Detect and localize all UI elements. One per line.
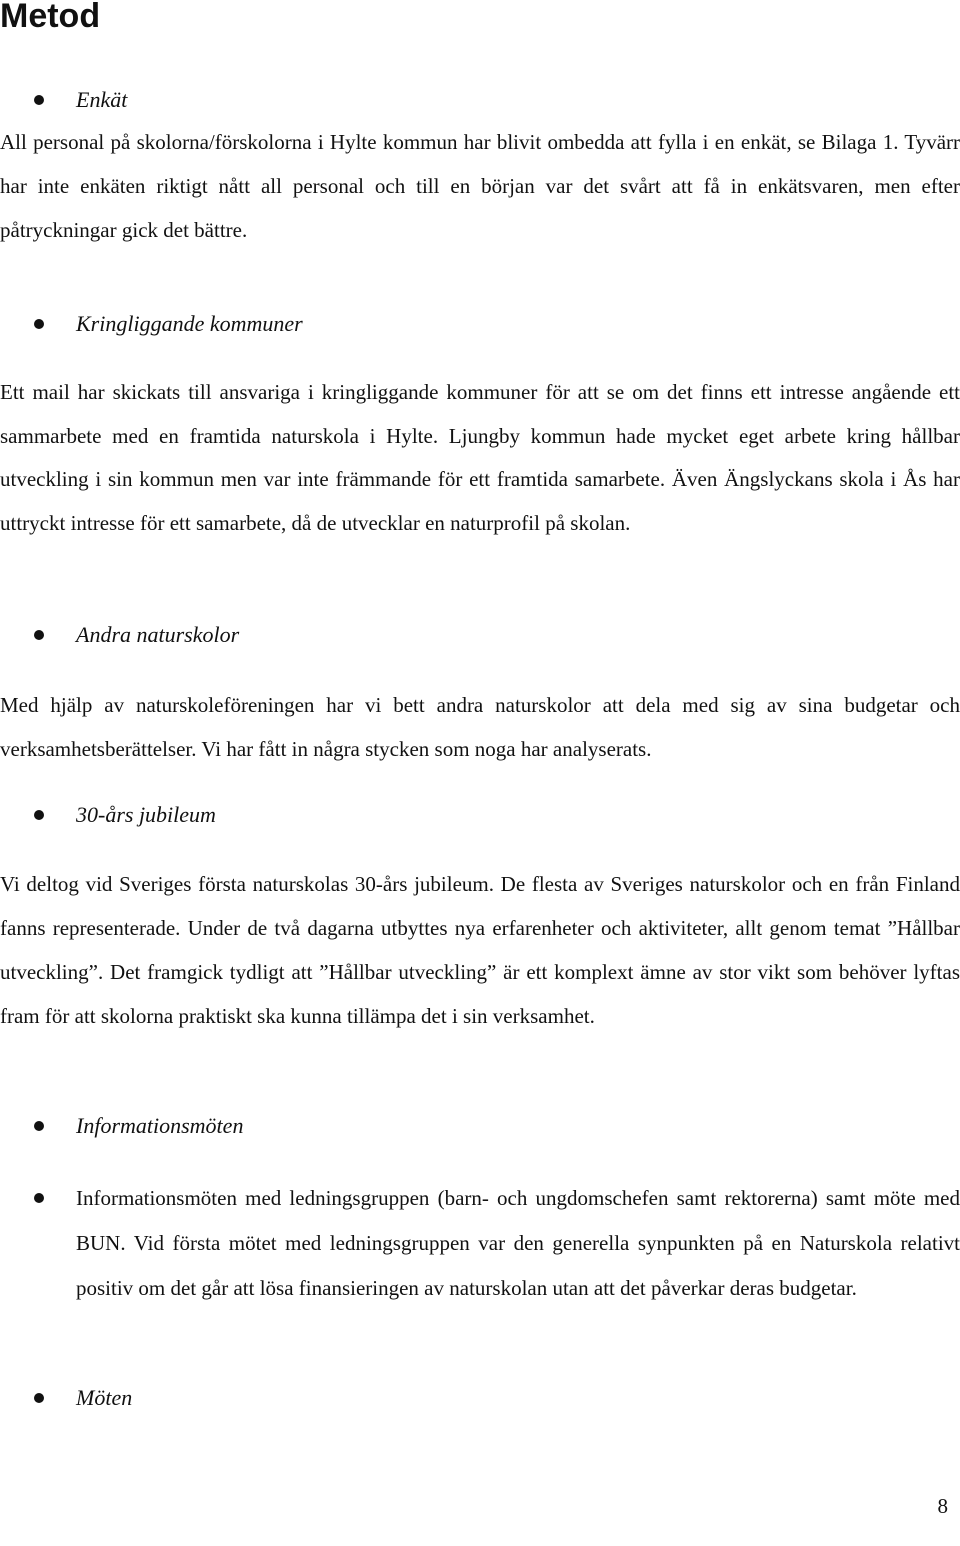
section-heading-kringliggande-kommuner	[0, 310, 960, 340]
section-heading-label: Kringliggande kommuner	[76, 311, 303, 336]
section-heading-moten	[0, 1384, 960, 1414]
bullet-icon	[34, 319, 44, 329]
bullet-icon	[34, 95, 44, 105]
page-number: 8	[937, 1494, 948, 1518]
page-title: Metod	[0, 0, 101, 35]
section-body-andra-naturskolor: Med hjälp av naturskoleföreningen har vi bett andra naturskolor att dela med sig av sina budgetar och verksamhetsberättelser. Vi har fått in några stycken som noga har analyserats.	[0, 693, 960, 761]
bullet-icon	[34, 1393, 44, 1403]
section-heading-andra-naturskolor	[0, 621, 960, 651]
section-body-30-ars-jubileum: Vi deltog vid Sveriges första naturskolas 30-års jubileum. De flesta av Sveriges naturskolor och en från Finland fanns representerade. Under de två dagarna utbyttes nya erfarenheter och aktiviteter, allt genom temat ”Hållbar utveckling”. Det framgick tydligt att ”Hållbar utveckling” är ett komplext ämne av stor vikt som behöver lyftas fram för att skolorna praktiskt ska kunna tillämpa det i sin verksamhet.	[0, 872, 960, 1028]
section-heading-label: 30-års jubileum	[76, 802, 216, 827]
section-heading-label: Andra naturskolor	[76, 622, 240, 647]
bullet-icon	[34, 810, 44, 820]
bullet-icon	[34, 1121, 44, 1131]
section-body-text: Informationsmöten med ledningsgruppen (barn- och ungdomschefen samt rektorerna) samt möte med BUN. Vid första mötet med ledningsgruppen var den generella synpunkten på en Naturskola relativt positiv om det går att lösa finansieringen av naturskolan utan att det påverkar deras budgetar.	[76, 1186, 960, 1300]
section-heading-enkat	[0, 86, 960, 116]
section-heading-informationsmoten	[0, 1112, 960, 1142]
section-heading-label: Möten	[76, 1385, 133, 1410]
section-body-kringliggande-kommuner: Ett mail har skickats till ansvariga i kringliggande kommuner för att se om det finns ett intresse angående ett sammarbete med en framtida naturskola i Hylte. Ljungby kommun hade mycket eget arbete kring hållbar utveckling i sin kommun men var inte främmande för ett framtida samarbete. Även Ängslyckans skola i Ås har uttryckt intresse för ett samarbete, då de utvecklar en naturprofil på skolan.	[0, 380, 960, 535]
bullet-icon	[34, 630, 44, 640]
bullet-icon	[34, 1193, 44, 1203]
section-heading-label: Enkät	[76, 87, 128, 112]
section-heading-label: Informationsmöten	[76, 1113, 244, 1138]
section-heading-30-ars-jubileum	[0, 801, 960, 831]
section-body-enkat: All personal på skolorna/förskolorna i Hylte kommun har blivit ombedda att fylla i en enkät, se Bilaga 1. Tyvärr har inte enkäten riktigt nått all personal och till en början var det svårt att få in enkätsvaren, men efter påtryckningar gick det bättre.	[0, 130, 960, 242]
